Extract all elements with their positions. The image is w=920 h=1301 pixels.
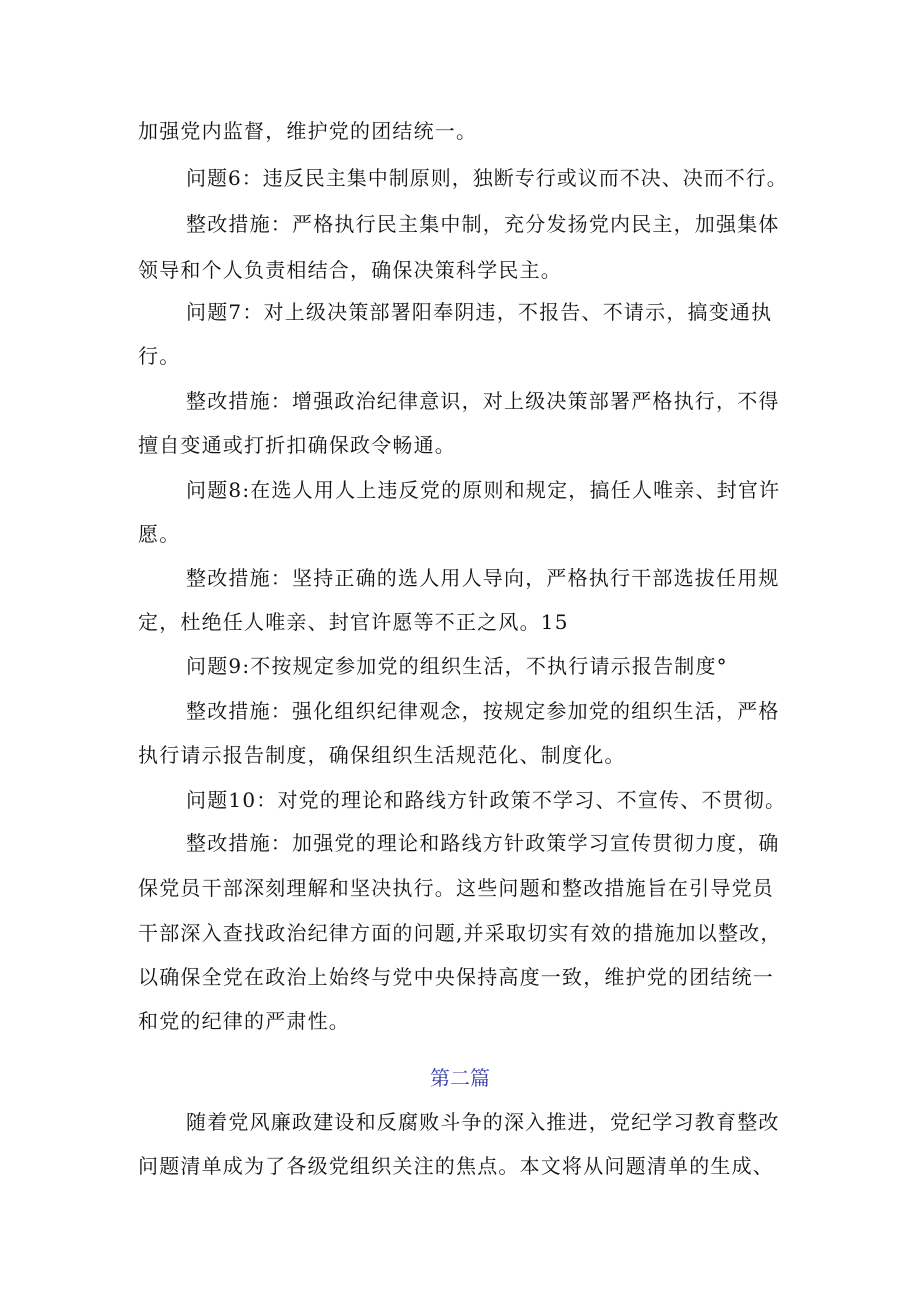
paragraph-line: 问题清单成为了各级党组织关注的焦点。本文将从问题清单的生成、 — [138, 1154, 774, 1178]
paragraph-line: 加强党内监督，维护党的团结统一。 — [138, 119, 478, 143]
paragraph-line: 问题7：对上级决策部署阳奉阴违，不报告、不请示，搞变通执 — [186, 300, 773, 324]
paragraph-line: 整改措施：加强党的理论和路线方针政策学习宣传贯彻力度，确 — [186, 831, 780, 855]
paragraph-line: 执行请示报告制度，确保组织生活规范化、制度化。 — [138, 743, 626, 767]
paragraph-line: 干部深入查找政治纪律方面的问题,并采取切实有效的措施加以整改， — [138, 921, 782, 945]
paragraph-line: 以确保全党在政治上始终与党中央保持高度一致，维护党的团结统一 — [138, 965, 774, 989]
paragraph-line: 问题8:在选人用人上违反党的原则和规定，搞任人唯亲、封官许 — [186, 478, 781, 502]
paragraph-line: 整改措施：坚持正确的选人用人导向，严格执行干部选拔任用规 — [186, 566, 780, 590]
paragraph-line: 定，杜绝任人唯亲、封官许愿等不正之风。15 — [138, 610, 569, 634]
paragraph-line: 愿。 — [138, 522, 181, 546]
paragraph-line: 保党员干部深刻理解和坚决执行。这些问题和整改措施旨在引导党员 — [138, 876, 774, 900]
paragraph-line: 整改措施：增强政治纪律意识，对上级决策部署严格执行，不得 — [186, 389, 780, 413]
paragraph-line: 和党的纪律的严肃性。 — [138, 1009, 350, 1033]
paragraph-line: 问题6：违反民主集中制原则，独断专行或议而不决、决而不行。 — [186, 166, 788, 190]
section-heading: 第二篇 — [430, 1066, 490, 1090]
paragraph-line: 问题10：对党的理论和路线方针政策不学习、不宣传、不贯彻。 — [186, 788, 787, 812]
paragraph-line: 行。 — [138, 344, 181, 368]
paragraph-line: 整改措施：强化组织纪律观念，按规定参加党的组织生活，严格 — [186, 699, 780, 723]
paragraph-line: 问题9:不按规定参加党的组织生活，不执行请示报告制度° — [186, 654, 728, 678]
paragraph-line: 擅自变通或打折扣确保政令畅通。 — [138, 433, 456, 457]
paragraph-line: 整改措施：严格执行民主集中制，充分发扬党内民主，加强集体 — [186, 212, 780, 236]
paragraph-line: 领导和个人负责相结合，确保决策科学民主。 — [138, 258, 562, 282]
paragraph-line: 随着党风廉政建设和反腐败斗争的深入推进，党纪学习教育整改 — [186, 1110, 780, 1134]
